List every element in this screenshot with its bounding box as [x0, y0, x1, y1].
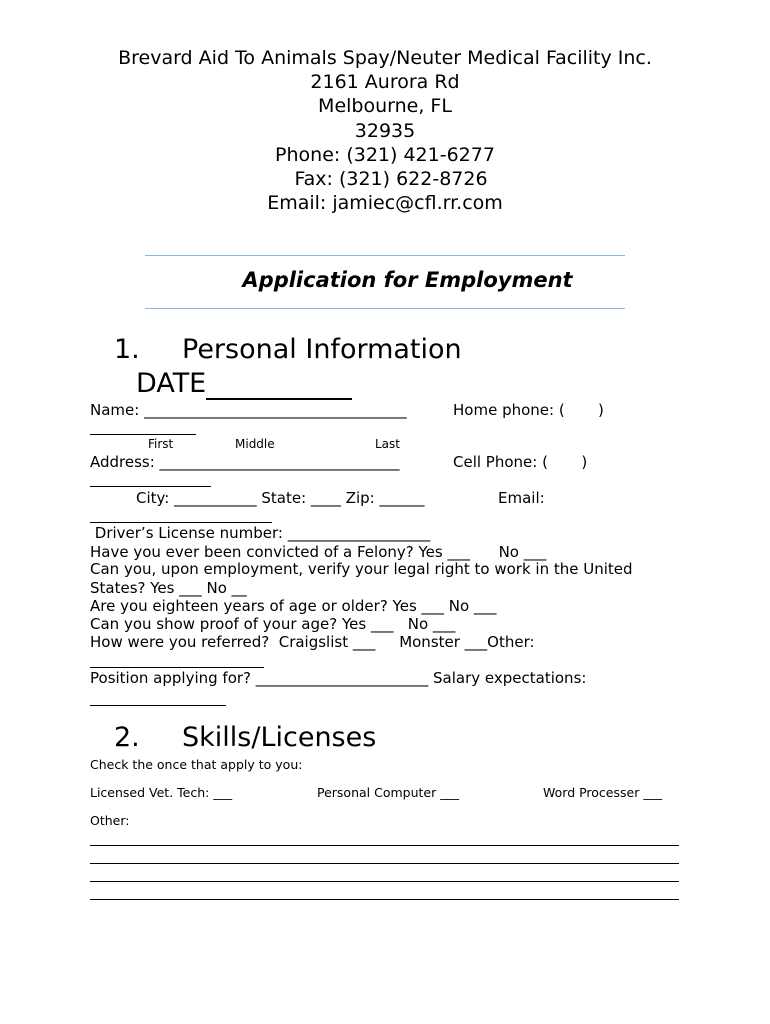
other-skills-line[interactable] [90, 899, 679, 900]
name-middle-caption: Middle [235, 437, 275, 451]
name-first-caption: First [148, 437, 174, 451]
org-street: 2161 Aurora Rd [310, 71, 460, 94]
name-field[interactable]: Name: ___________________________________ [90, 401, 407, 419]
other-skills-label: Other: [90, 813, 130, 828]
org-name: Brevard Aid To Animals Spay/Neuter Medical Facility Inc. [118, 47, 652, 69]
title-rule-bottom [145, 308, 625, 309]
email-field[interactable]: Email: [498, 489, 545, 507]
email-line[interactable] [90, 522, 272, 523]
title-rule-top [145, 255, 625, 256]
drivers-license-field[interactable]: Driver’s License number: ___________________ [90, 524, 431, 542]
org-email: Email: jamiec@cfl.rr.com [267, 192, 503, 215]
felony-question[interactable]: Have you ever been convicted of a Felony? Yes ___ No ___ [90, 543, 547, 561]
section-2-title: Skills/Licenses [182, 722, 377, 753]
application-title: Application for Employment [242, 268, 573, 292]
age-question[interactable]: Are you eighteen years of age or older? Yes ___ No ___ [90, 597, 497, 615]
org-fax: Fax: (321) 622-8726 [294, 168, 488, 191]
referral-question[interactable]: How were you referred? Craigslist ___ Monster ___Other: [90, 633, 535, 651]
vet-tech-option[interactable]: Licensed Vet. Tech: ___ [90, 785, 233, 800]
position-field[interactable]: Position applying for? _______________________ Salary expectations: [90, 669, 587, 687]
other-skills-line[interactable] [90, 863, 679, 864]
referral-other-line[interactable] [90, 667, 264, 668]
home-phone-line[interactable] [90, 434, 196, 435]
org-zip: 32935 [354, 119, 416, 142]
home-phone-field[interactable]: Home phone: ( ) [453, 401, 604, 419]
address-field[interactable]: Address: ________________________________ [90, 453, 400, 471]
work-verify-question: Can you, upon employment, verify your legal right to work in the United [90, 560, 633, 578]
cell-phone-field[interactable]: Cell Phone: ( ) [453, 453, 588, 471]
name-last-caption: Last [375, 437, 400, 451]
org-city: Melbourne, FL [318, 95, 452, 118]
age-proof-question[interactable]: Can you show proof of your age? Yes ___ No ___ [90, 615, 456, 633]
org-phone: Phone: (321) 421-6277 [275, 143, 495, 166]
word-processer-option[interactable]: Word Processer ___ [543, 785, 663, 800]
date-label: DATE [136, 368, 207, 399]
date-field[interactable] [206, 398, 352, 400]
section-1-title: Personal Information [182, 334, 462, 365]
work-verify-answer[interactable]: States? Yes ___ No __ [90, 579, 247, 597]
personal-computer-option[interactable]: Personal Computer ___ [317, 785, 459, 800]
city-state-zip-field[interactable]: City: ___________ State: ____ Zip: ______ [136, 489, 425, 507]
section-2-number: 2. [114, 722, 140, 753]
cell-phone-line[interactable] [90, 486, 211, 487]
salary-line[interactable] [90, 705, 226, 706]
other-skills-line[interactable] [90, 881, 679, 882]
organization-header [0, 46, 770, 215]
skills-instruction: Check the once that apply to you: [90, 757, 303, 772]
other-skills-line[interactable] [90, 845, 679, 846]
section-1-number: 1. [114, 334, 140, 365]
